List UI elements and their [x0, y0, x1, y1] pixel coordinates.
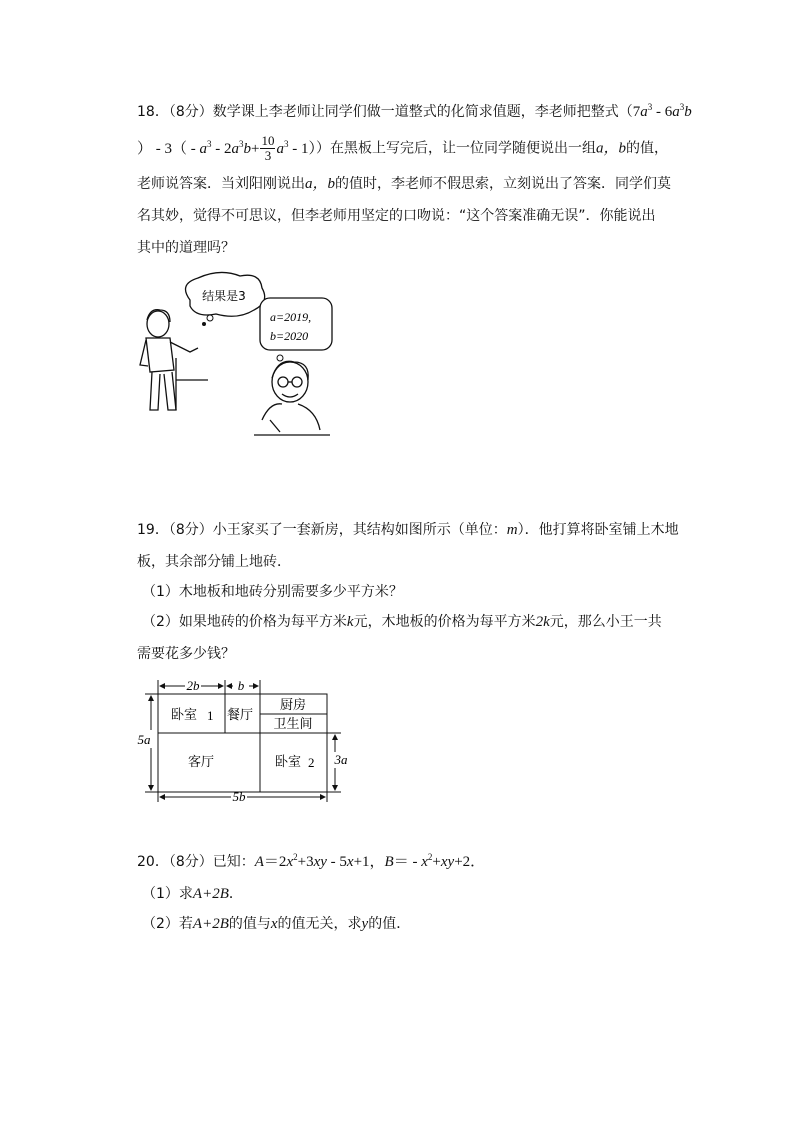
q20-part-2 [142, 914, 410, 934]
q19-p2-text-b: 元，木地板的价格为每平方米 [353, 614, 536, 630]
q19-line-part2-cont: 需要花多少钱？ [137, 646, 235, 662]
q19-line-2: 板，其余部分铺上地砖． [137, 554, 291, 570]
q18-text-3-end: 的值时，李老师不假思索，立刻说出了答案．同学们莫 [335, 176, 672, 192]
q18-ab-1: a，b [595, 140, 626, 157]
q20-intro: 已知： [212, 854, 255, 870]
q18-fraction: $\frac{10}{3}$ [261, 133, 275, 163]
q20-p2-text-d: 的值． [368, 916, 411, 932]
dim-2b: 2b [186, 678, 200, 693]
q20-points: （8分） [168, 854, 213, 870]
q18-text-1: 数学课上李老师让同学们做一道整式的化简求值题，李老师把整式（ [212, 104, 633, 120]
q20-p1-expr: A+2B [192, 886, 229, 902]
q18-text-2-end: 的值， [625, 140, 668, 157]
dim-3a: 3a [334, 752, 348, 767]
q18-text-2: ）在黑板上写完后，让一位同学随便说出一组 [315, 140, 596, 157]
q19-2k: 2k [535, 614, 550, 630]
q18-expr-2: ） - $3( - a^3 - 2a^3b+$ [137, 138, 260, 157]
q18-points: （8分） [168, 104, 213, 120]
q19-number: 19． [137, 522, 169, 538]
q19-p2-text-c: 元，那么小王一共 [549, 614, 662, 630]
q19-part-1: （1）木地板和地砖分别需要多少平方米？ [142, 584, 403, 600]
q19-line-1 [137, 520, 679, 540]
q20-p2-text-a: （2）若 [142, 916, 193, 932]
q19-part-2 [142, 612, 662, 632]
q19-text-1: 小王家买了一套新房，其结构如图所示（单位： [212, 522, 507, 538]
q18-illustration [130, 270, 350, 440]
room-kitchen: 厨房 [279, 698, 307, 713]
q18-ab-2: a，b [305, 176, 336, 192]
q18-line-1 [137, 102, 692, 122]
q18-line-4: 名其妙，觉得不可思议，但李老师用坚定的口吻说：“这个答案准确无误”．你能说出 [137, 208, 656, 224]
q20-number: 20． [137, 854, 169, 870]
q20-p2-text-c: 的值无关，求 [277, 916, 362, 932]
q20-given-expr: $A=2x^2+3xy - 5x+1$，$B= - x^2+xy+2$． [254, 852, 486, 870]
q18-expr-3: $a^3 - 1$） [276, 138, 316, 157]
dim-5a: 5a [137, 732, 151, 747]
teacher-bubble-text: 结果是3 [202, 289, 246, 303]
q20-x: x [270, 916, 278, 932]
q20-p2-text-b: 的值与 [228, 916, 271, 932]
room-bedroom-2-num: 2 [308, 755, 315, 770]
q19-text-1-end: ）．他打算将卧室铺上木地 [517, 522, 679, 538]
floor-plan-diagram [135, 676, 355, 806]
room-living: 客厅 [187, 755, 215, 770]
room-bathroom: 卫生间 [273, 717, 313, 732]
room-bedroom-1-num: 1 [207, 708, 214, 723]
q18-expr-1: $7a^3 - 6a^3b$ [632, 102, 692, 120]
student-bubble-line1: a=2019, [270, 310, 312, 324]
room-bedroom-1: 卧室 [171, 708, 198, 723]
q20-part-1 [142, 884, 243, 904]
dim-b: b [237, 678, 245, 693]
q18-line-3 [137, 174, 671, 194]
q18-text-3: 老师说答案．当刘阳刚说出 [137, 176, 305, 192]
q20-p1-text-a: （1）求 [142, 886, 193, 902]
q20-p2-expr: A+2B [192, 916, 229, 932]
q19-k: k [346, 614, 354, 630]
room-bedroom-2: 卧室 [275, 755, 302, 770]
q19-points: （8分） [168, 522, 213, 538]
q20-p1-text-b: ． [228, 886, 243, 902]
q18-number: 18． [137, 104, 169, 120]
dim-5b: 5b [232, 789, 246, 804]
student-bubble-line2: b=2020 [270, 329, 309, 343]
q20-y: y [361, 916, 369, 932]
q18-line-5: 其中的道理吗？ [137, 240, 235, 256]
q20-line-1 [137, 852, 485, 872]
teacher-figure [140, 310, 208, 410]
student-figure [254, 361, 330, 435]
q19-p2-text-a: （2）如果地砖的价格为每平方米 [142, 614, 347, 630]
q18-line-2 [137, 134, 668, 163]
room-dining: 餐厅 [227, 708, 254, 723]
q19-unit: m [506, 522, 518, 538]
